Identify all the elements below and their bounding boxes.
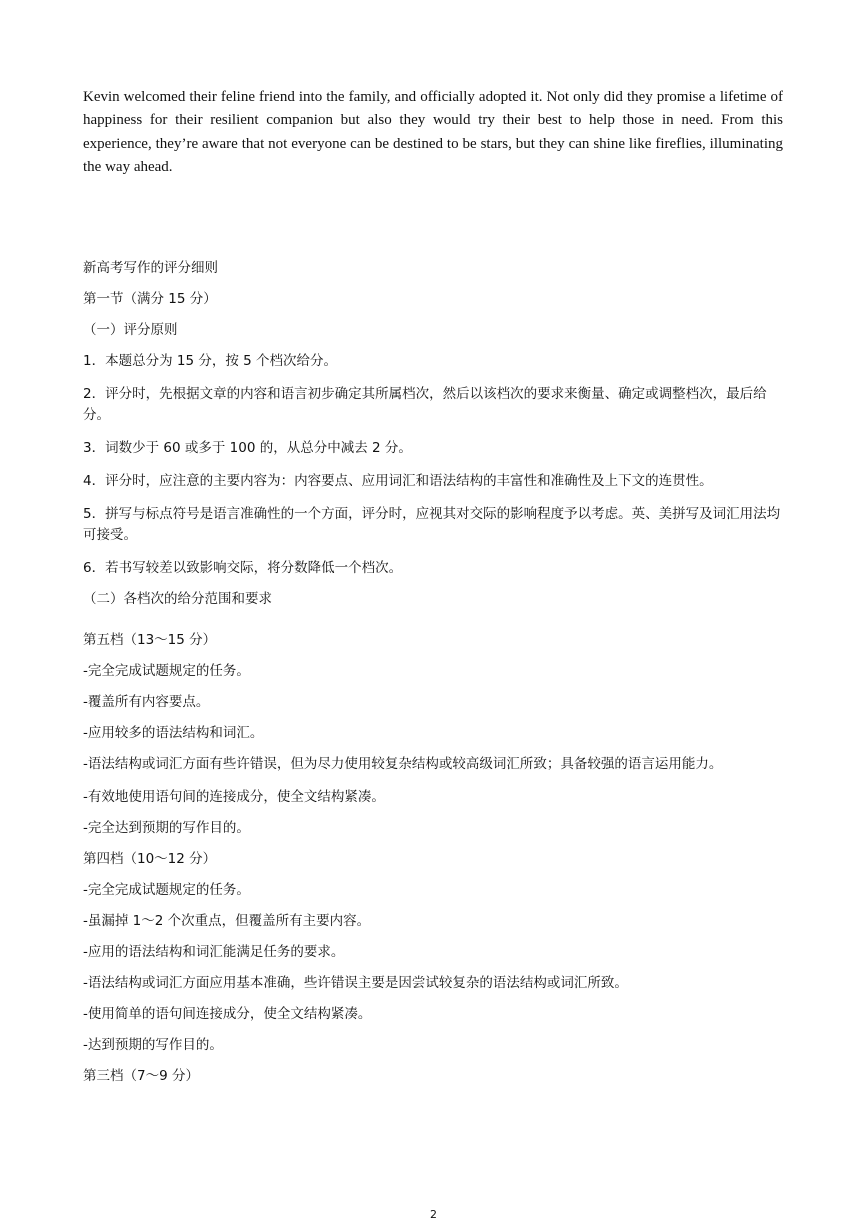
level-5-item: -完全完成试题规定的任务。 bbox=[83, 663, 250, 679]
principles-heading: （一）评分原则 bbox=[83, 322, 178, 338]
level-4-title: 第四档（10～12 分） bbox=[83, 851, 217, 867]
scoring-rubric bbox=[83, 258, 783, 1087]
level-4-item: -虽漏掉 1～2 个次重点，但覆盖所有主要内容。 bbox=[83, 913, 371, 929]
level-5-item: -有效地使用语句间的连接成分，使全文结构紧凑。 bbox=[83, 789, 385, 805]
principle-item: 4．评分时，应注意的主要内容为：内容要点、应用词汇和语法结构的丰富性和准确性及上下文的连贯性。 bbox=[83, 473, 713, 489]
rubric-title: 新高考写作的评分细则 bbox=[83, 260, 218, 276]
principle-item: 2．评分时，先根据文章的内容和语言初步确定其所属档次，然后以该档次的要求来衡量、确定或调整档次，最后给分。 bbox=[83, 386, 767, 423]
ranges-heading: （二）各档次的给分范围和要求 bbox=[83, 591, 272, 607]
principle-item: 3．词数少于 60 或多于 100 的，从总分中减去 2 分。 bbox=[83, 440, 412, 456]
level-4-item: -使用简单的语句间连接成分，使全文结构紧凑。 bbox=[83, 1006, 372, 1022]
level-4-item: -应用的语法结构和词汇能满足任务的要求。 bbox=[83, 944, 345, 960]
section-heading: 第一节（满分 15 分） bbox=[83, 291, 217, 307]
page-number: 2 bbox=[430, 1208, 437, 1221]
level-5-item: -完全达到预期的写作目的。 bbox=[83, 820, 250, 836]
essay-paragraph: Kevin welcomed their feline friend into the family, and officially adopted it. Not only did they promise a lifetime of happiness for their resilient companion but also they would try their best to help those in need. From this experience, they’re aware that not everyone can be destined to be stars, but they can shine like fireflies, illuminating the way ahead. bbox=[83, 89, 783, 175]
level-4-item: -达到预期的写作目的。 bbox=[83, 1037, 223, 1053]
level-4-item: -完全完成试题规定的任务。 bbox=[83, 882, 250, 898]
level-5-item: -应用较多的语法结构和词汇。 bbox=[83, 725, 264, 741]
level-3-title: 第三档（7～9 分） bbox=[83, 1068, 199, 1084]
principle-item: 1．本题总分为 15 分，按 5 个档次给分。 bbox=[83, 353, 338, 369]
level-4-item: -语法结构或词汇方面应用基本准确，些许错误主要是因尝试较复杂的语法结构或词汇所致。 bbox=[83, 975, 628, 991]
level-5-title: 第五档（13～15 分） bbox=[83, 632, 217, 648]
level-5-item: -语法结构或词汇方面有些许错误，但为尽力使用较复杂结构或较高级词汇所致；具备较强的语言运用能力。 bbox=[83, 756, 723, 772]
principle-item: 5．拼写与标点符号是语言准确性的一个方面，评分时，应视其对交际的影响程度予以考虑。英、美拼写及词汇用法均可接受。 bbox=[83, 506, 781, 543]
level-5-item: -覆盖所有内容要点。 bbox=[83, 694, 210, 710]
principle-item: 6．若书写较差以致影响交际，将分数降低一个档次。 bbox=[83, 560, 403, 576]
